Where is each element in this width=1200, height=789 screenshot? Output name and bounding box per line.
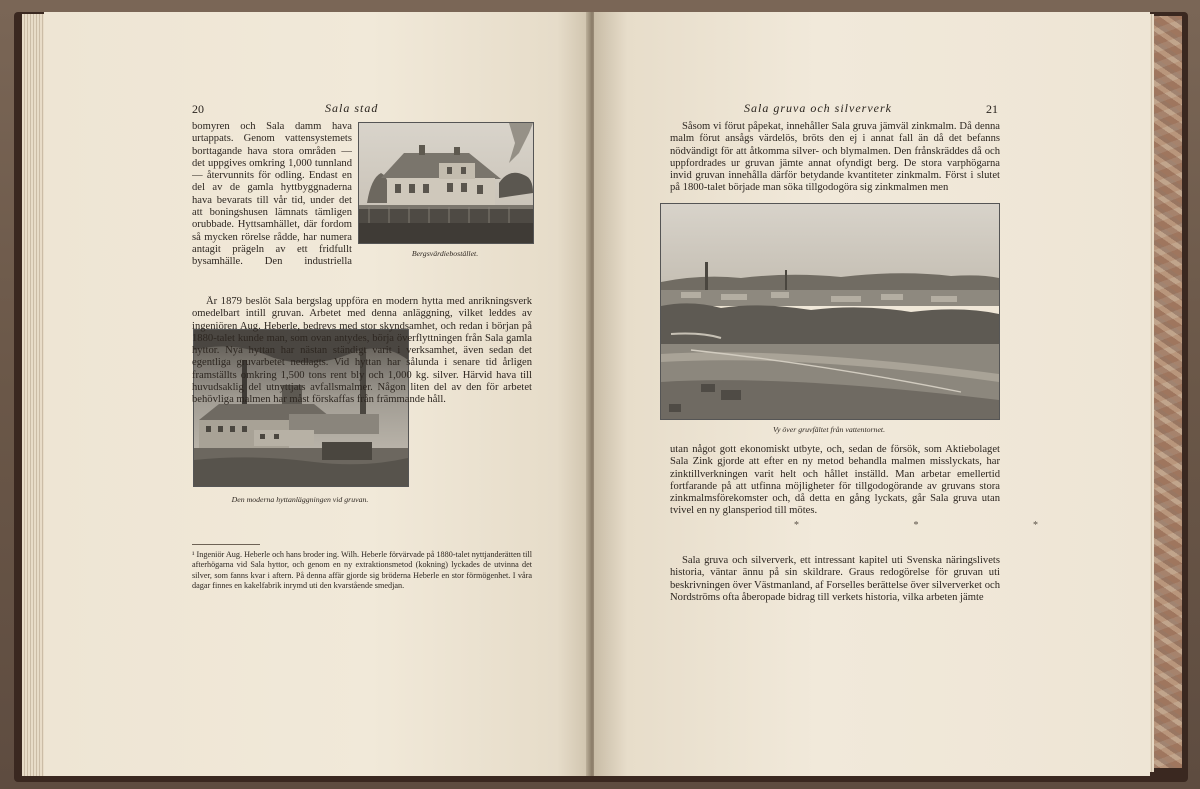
left-paragraph-2-text: År 1879 beslöt Sala bergslag uppföra en modern hytta med anrikningsverk omedelbart intill gruvan. Arbetet med denna anläggning, vilket leddes av ingeniören Aug. Heberle, bedrevs med stor skyndsamhet, och redan i början på 1880-talet kunde man, som ovan antydes, börja överflyttningen från Sala gamla hyttor. Nya hyttan har nästan ständigt varit i verksamhet, även sedan det egentliga gruvarbetet nedlagts. Vid hyttan har sålunda i senare tid årligen framställts omkring 1,500 tons rent bly och 1,000 kg. silver. Härvid hava till huvudsaklig del utnyttjats avfallsmalmer. Någon liten del av den för arbetet behövliga malmen har måst förskaffas från främmande håll. xyxy=(192,296,532,406)
left-footnote-text: ¹ Ingeniör Aug. Heberle och hans broder ing. Wilh. Heberle förvärvade på 1880-talet nyttjanderätten till afterhögarna vid Sala hyttor, och genom en ny extraktionsmetod (kokning) lyckades de utvinna det silver, som fanns kvar i aftern. På denna affär gjorde sig bröderna Heberle en stor förmögenhet. I våra dagar finnes en kakelfabrik inrymd uti den kvarstående smedjan. xyxy=(192,550,532,590)
house-photo-image xyxy=(359,123,533,243)
left-paragraph-1-text: bomyren och Sala damm hava urtappats. Genom vattensystemets borttagande hava stora områden — det uppgives omkring 1,000 tunnland — återvunnits för odling. Endast en del av de gamla hyttbyggnaderna hava bevarats till vår tid, under det att boningshusen lämnats tämligen orubbade. Hyttsamhället, där fordom så mycken rörelse rådde, har numera antagit prägeln av ett fridfullt bysamhälle. Den industriella xyxy=(192,121,352,268)
footnote-rule xyxy=(192,544,260,545)
left-footnote xyxy=(192,550,532,591)
left-paragraph-2 xyxy=(192,296,532,538)
right-running-head: Sala gruva och silververk xyxy=(744,101,892,115)
marbled-edge xyxy=(1150,16,1182,768)
photo-1-caption: Bergsvärdiebostället. xyxy=(411,249,479,258)
right-paragraph-2-text: utan något gott ekonomiskt utbyte, och, sedan de försök, som Aktiebolaget Sala Zink gjorde att efter en ny metod behandla malmen misslyckats, har zinktillverkningen varit helt och hållet inställd. Man arbetar emellertid fortfarande på att utfinna möjligheter för tillgodogörande av gruvans stora zinkmalmsförekomster och, då detta en gång lyckats, går Sala gruva utan tvivel en ny glansperiod till mötes. xyxy=(670,444,1000,517)
photo-2-caption: Den moderna hyttanläggningen vid gruvan. xyxy=(231,495,369,504)
right-paragraph-1 xyxy=(670,121,1000,195)
right-paragraph-3-text: Sala gruva och silververk, ett intressant kapitel uti Svenska näringslivets historia, väntar ännu på sin skildrare. Graus redogörelse för gruvan uti beskrivningen över Västmanland, af Forselles berättelse över silververket och Nordströms ofta åberopade bidrag till verkets historia, vilka arbeten jämte xyxy=(670,555,1000,603)
right-page-number: 21 xyxy=(986,102,998,116)
right-paragraph-3 xyxy=(670,555,1000,604)
photo-gruvfaltet xyxy=(660,203,1000,420)
photo-bergsvardiebostallet xyxy=(358,122,534,244)
landscape-photo-image xyxy=(661,204,999,419)
landscape-photo-caption: Vy över gruvfältet från vattentornet. xyxy=(772,425,886,434)
section-separator: * * * xyxy=(794,520,1094,531)
left-running-head: Sala stad xyxy=(325,101,379,115)
left-paragraph-1 xyxy=(192,121,352,269)
right-paragraph-1-text: Såsom vi förut påpekat, innehåller Sala gruva jämväl zinkmalm. Då denna malm förut ansågs värdelös, bröts den ej i annat fall än då det befanns nödvändigt för att åtkomma silver- och blymalmen. Den frånskräddes då och uppfordrades ur gruvan jämte annat ofyndigt berg. De stora varphögarna invid gruvan innehålla därför betydande kvantiteter zinkmalm. Först i slutet på 1800-talet började man söka tillgodogöra sig zinkmalmen men xyxy=(670,121,1000,194)
left-page-number: 20 xyxy=(192,102,204,116)
right-paragraph-2 xyxy=(670,444,1000,518)
